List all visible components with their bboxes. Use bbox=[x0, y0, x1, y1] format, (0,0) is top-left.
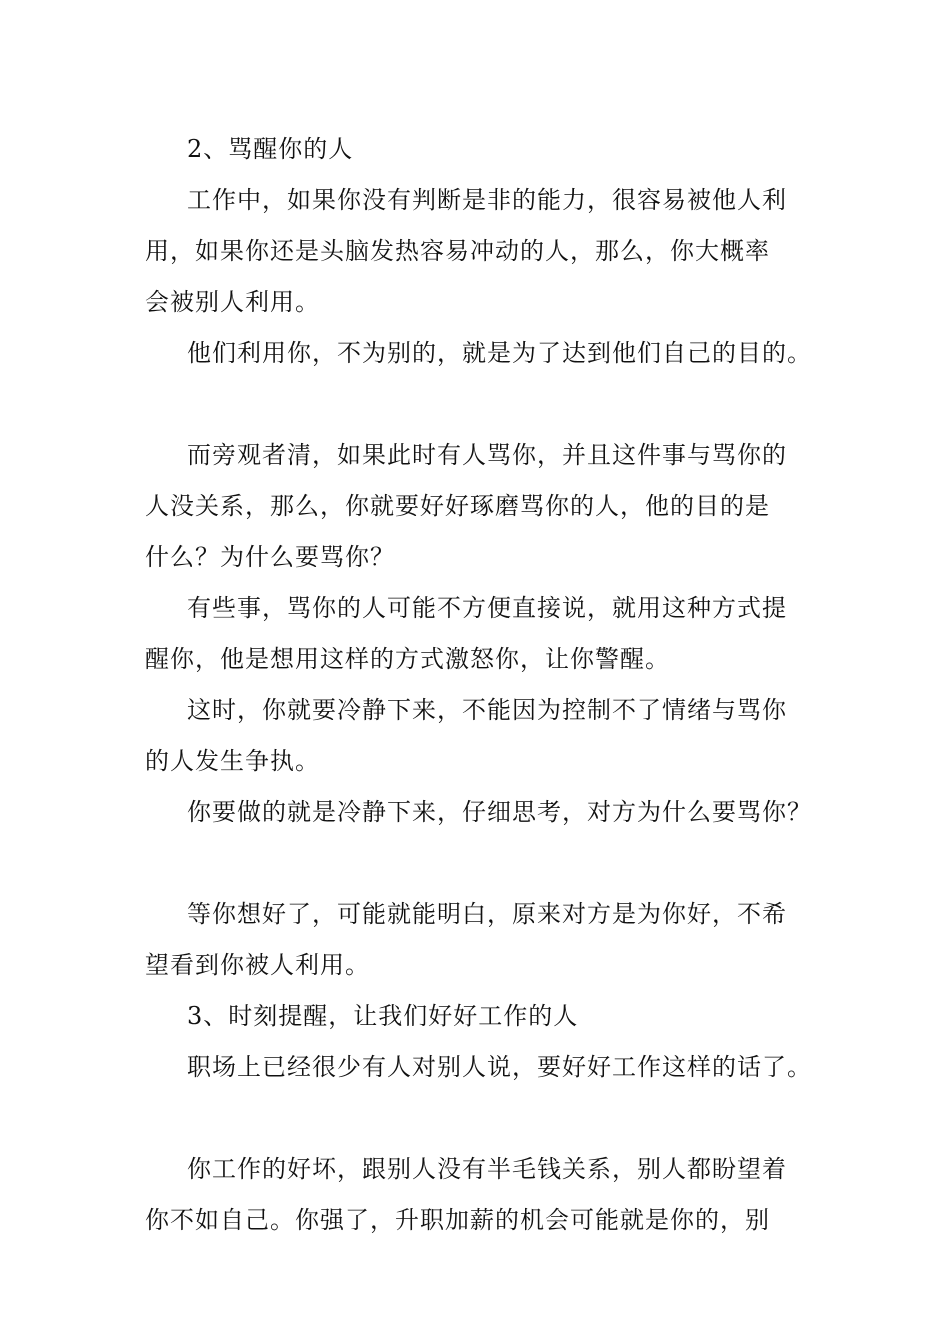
document-body bbox=[145, 124, 845, 1246]
paragraph-line: 的人发生争执。 bbox=[145, 747, 320, 775]
paragraph-line: 会被别人利用。 bbox=[145, 288, 320, 316]
blank-line bbox=[145, 379, 845, 430]
paragraph-line: 他们利用你，不为别的，就是为了达到他们自己的目的。 bbox=[187, 339, 812, 367]
blank-line bbox=[145, 838, 845, 889]
paragraph-line: 这时，你就要冷静下来，不能因为控制不了情绪与骂你 bbox=[187, 696, 787, 724]
section-heading-3: 3、时刻提醒，让我们好好工作的人 bbox=[187, 1002, 579, 1030]
paragraph-line: 什么？为什么要骂你？ bbox=[145, 543, 395, 571]
paragraph-line: 你工作的好坏，跟别人没有半毛钱关系，别人都盼望着 bbox=[187, 1155, 787, 1183]
paragraph-line: 工作中，如果你没有判断是非的能力，很容易被他人利 bbox=[187, 186, 787, 214]
paragraph-line: 用，如果你还是头脑发热容易冲动的人，那么，你大概率 bbox=[145, 237, 770, 265]
paragraph-line: 有些事，骂你的人可能不方便直接说，就用这种方式提 bbox=[187, 594, 787, 622]
blank-line bbox=[145, 1093, 845, 1144]
paragraph-line: 人没关系，那么，你就要好好琢磨骂你的人，他的目的是 bbox=[145, 492, 770, 520]
paragraph-line: 等你想好了，可能就能明白，原来对方是为你好，不希 bbox=[187, 900, 787, 928]
section-heading-2: 2、骂醒你的人 bbox=[187, 135, 354, 163]
paragraph-line: 望看到你被人利用。 bbox=[145, 951, 370, 979]
paragraph-line: 你要做的就是冷静下来，仔细思考，对方为什么要骂你？ bbox=[187, 798, 812, 826]
paragraph-line: 醒你，他是想用这样的方式激怒你，让你警醒。 bbox=[145, 645, 670, 673]
paragraph-line: 职场上已经很少有人对别人说，要好好工作这样的话了。 bbox=[187, 1053, 812, 1081]
paragraph-line: 你不如自己。你强了，升职加薪的机会可能就是你的，别 bbox=[145, 1206, 770, 1234]
paragraph-line: 而旁观者清，如果此时有人骂你，并且这件事与骂你的 bbox=[187, 441, 787, 469]
